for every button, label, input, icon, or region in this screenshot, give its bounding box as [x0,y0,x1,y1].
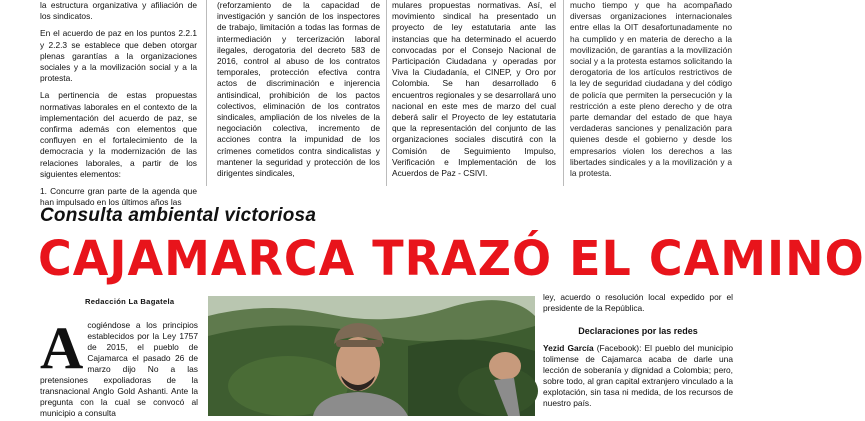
article-byline: Redacción La Bagatela [85,297,175,306]
top-column-3 [392,0,556,179]
article-photo [208,296,535,416]
c1-paragraph: la estructura organizativa y afiliación de los sindicatos. [40,0,197,22]
top-column-4 [570,0,732,179]
article-kicker: Consulta ambiental victoriosa [40,205,317,226]
c3-paragraph: mulares propuestas normativas. Así, el movimiento sindical ha presentado un proyecto de ley estatutaria ante las instancias que ha determinado el acuerdo convocadas por el Consejo Nacional de Participación Ciudadana y operadas por Viva la Ciudadanía, el CINEP, y Oro por Colombia. Se han desarrollado 6 encuentros regionales y se desarrollará uno nacional en este mes de marzo del cual deberá salir el Proyecto de ley estatutaria que la representación del conjunto de las organizaciones sociales discutirá con la Comisión de Seguimiento Impulso, Verificación e Implementación de los Acuerdos de Paz - CSIVI. [392,0,556,179]
right-paragraph-2 [543,343,733,409]
article-paragraph: cogiéndose a los principios establecidos por la Ley 1757 de 2015, el pueblo de Cajamarca el pasado 26 de marzo dijo No a las pretensiones expoliadoras de la transnacional Anglo Gold Ashanti. Ante la pregunta con la cual se convocó al municipio a consulta [40,320,198,418]
c1-paragraph: En el acuerdo de paz en los puntos 2.2.1 y 2.2.3 se establece que deben otorgar plenas garantías a la organizaciones sociales y a la movilización social y a la protesta. [40,28,197,84]
article-headline: CAJAMARCA TRAZÓ EL CAMINO [38,229,865,287]
right-paragraph: ley, acuerdo o resolución local expedido por el presidente de la República. [543,292,733,313]
right-subhead: Declaraciones por las redes [578,326,698,336]
drop-cap: A [40,315,84,381]
c2-paragraph: (reforzamiento de la capacidad de investigación y sanción de los inspectores de trabajo, limitación a todas las formas de intermediación y tercerización laboral ilegales, derogatoria del decreto 583 de 2016, control al abuso de los contratos temporales, protección efectiva contra actos de discriminación e injerencia antisindical, prohibición de los pactos colectivos, eliminación de los contratos sindicales, ampliación de los niveles de la negociación colectiva, incremento de acciones contra la impunidad de los crímenes cometidos contra sindicalistas y mantener la seguridad y protección de los dirigentes sindicales, [217,0,380,179]
column-rule [563,0,564,186]
top-column-2 [217,0,380,179]
quote-text: (Facebook): El pueblo del municipio tolimense de Cajamarca acaba de darle una lección de soberanía y dignidad a Colombia; pero, sobre todo, al gran capital extranjero vinculado a la explotación, sin tasa ni medida, de los recursos de nuestro país. [543,343,734,408]
column-rule [386,0,387,186]
article-body [40,315,198,419]
c1-paragraph: La pertinencia de estas propuestas normativas laborales en el contexto de la implementación del acuerdo de paz, se confirma además con elementos que confluyen en el fortalecimiento de la democracia y la modernización de las relaciones laborales, a partir de los siguientes elementos: [40,90,197,179]
right-column [543,292,733,409]
top-column-1 [40,0,197,208]
photo-illustration [208,296,535,416]
c4-paragraph: mucho tiempo y que ha acompañado diversas organizaciones internacionales entre ellas la OIT desafortunadamente no ha cumplido y en materia de derecho a la movilización, de garantías a la movilización social y a la protesta estamos solicitando la derogatoria de los artículos restrictivos de la ley de seguridad ciudadana y del código de policía que permiten la persecución y la restricción a este pleno derecho y de otra parte demandar del estado de que haya verdaderas sanciones y penalización para quienes desde el gobierno y desde los empresarios violen los derechos a las libertades sindicales y a la movilización y a la protesta. [570,0,732,179]
quote-author: Yezid García [543,343,594,353]
column-rule [206,0,207,186]
c1-paragraph: 1. Concurre gran parte de la agenda que han impulsado en los últimos años las [40,186,197,208]
